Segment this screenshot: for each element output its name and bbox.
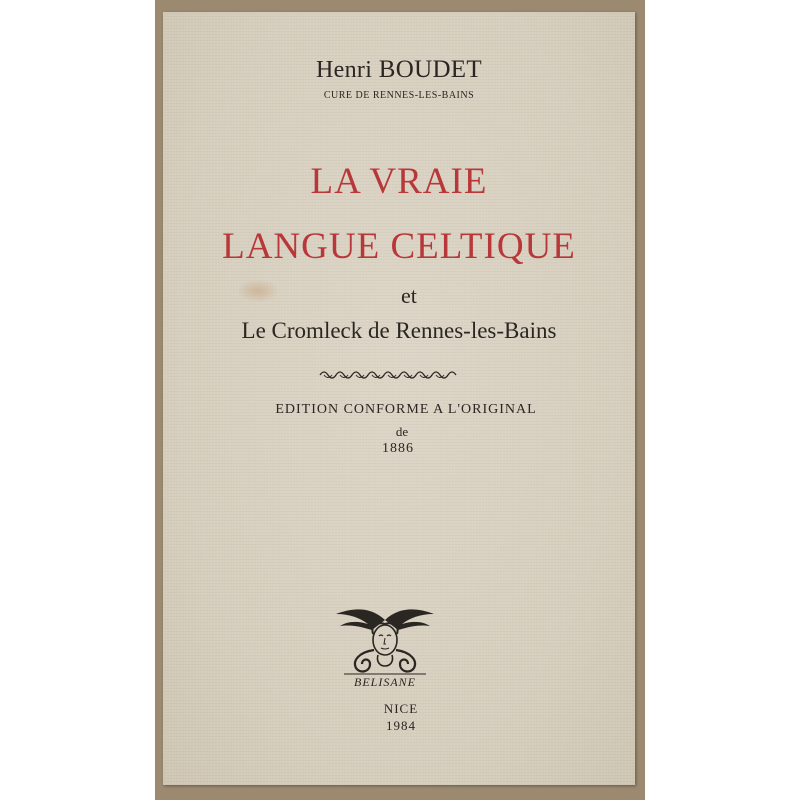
- publication-city: NICE: [383, 701, 419, 716]
- publisher-logo-text: BELISANE: [354, 675, 416, 689]
- edition-year: 1886: [382, 441, 414, 456]
- ornament-divider: [318, 368, 458, 382]
- edition-statement: EDITION CONFORME A L'ORIGINAL: [275, 402, 537, 417]
- title-line-2: LANGUE CELTIQUE: [222, 226, 576, 267]
- publication-year: 1984: [386, 718, 416, 733]
- conjunction: et: [401, 283, 417, 308]
- author-first-name: Henri: [316, 57, 373, 83]
- subtitle: Le Cromleck de Rennes-les-Bains: [241, 318, 557, 343]
- edition-conjunction: de: [395, 424, 409, 439]
- author-name: [163, 56, 635, 84]
- author-role: CURE DE RENNES-LES-BAINS: [323, 90, 475, 101]
- author-last-name: BOUDET: [378, 56, 482, 83]
- title-line-1: LA VRAIE: [310, 161, 488, 202]
- publisher-logo-icon: [330, 600, 440, 690]
